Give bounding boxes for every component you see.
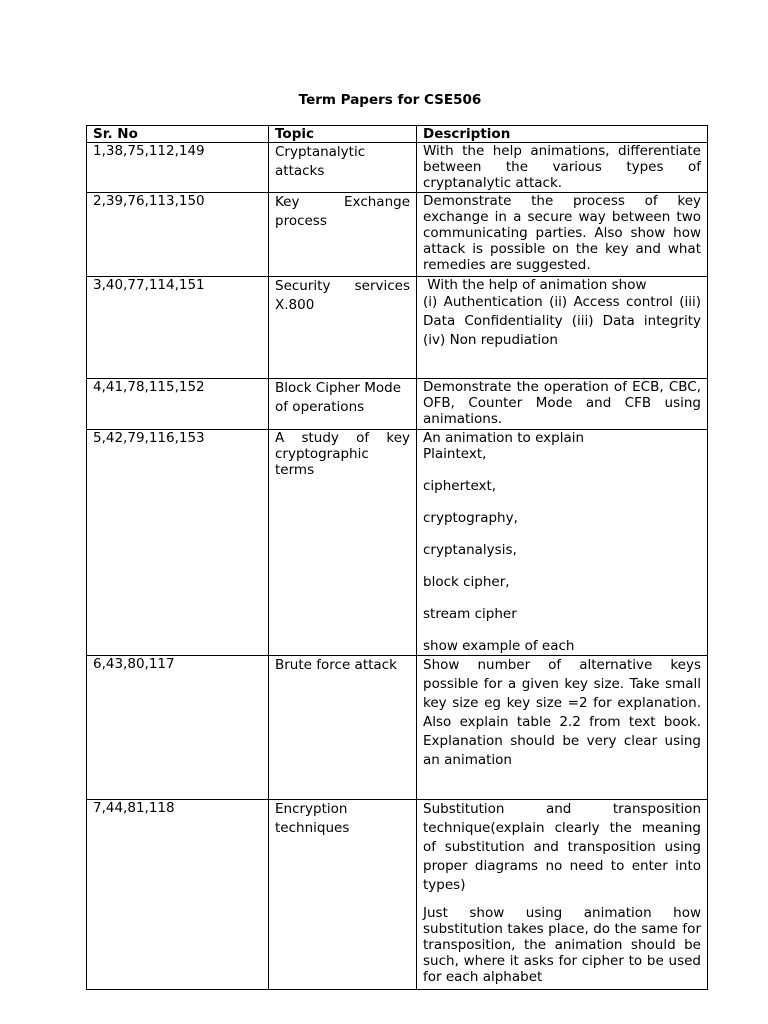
- description-text: With the help animations, differentiate between the various types of cryptanalytic attack.: [423, 143, 701, 191]
- description-text: Demonstrate the process of key exchange in a secure way between two communicating parties. Also show how attack is possible on the key and what remedies are suggested.: [423, 193, 701, 273]
- table-row: [87, 379, 708, 430]
- cell-topic: A study of key cryptographic terms: [269, 430, 417, 656]
- cell-topic: Key Exchange process: [269, 193, 417, 277]
- description-text: block cipher,: [423, 574, 510, 590]
- description-text: Substitution and transposition technique(explain clearly the meaning of substitution and transposition using proper diagrams no need to enter into types): [423, 801, 701, 893]
- description-text: With the help of animation show: [423, 277, 647, 293]
- cell-sr-no: 2,39,76,113,150: [87, 193, 269, 277]
- cell-topic: Cryptanalytic attacks: [269, 143, 417, 193]
- cell-description: [417, 379, 708, 430]
- cell-description: [417, 430, 708, 656]
- description-text: cryptography,: [423, 510, 518, 526]
- header-topic: Topic: [269, 126, 417, 143]
- cell-topic: Block Cipher Mode of operations: [269, 379, 417, 430]
- table-row: [87, 656, 708, 800]
- table-row: [87, 193, 708, 277]
- table-header-row: [87, 126, 708, 143]
- header-sr-no: Sr. No: [87, 126, 269, 143]
- description-text: An animation to explain: [423, 430, 585, 446]
- cell-sr-no: 3,40,77,114,151: [87, 277, 269, 379]
- cell-description: [417, 193, 708, 277]
- term-papers-table: [86, 125, 708, 990]
- description-text: Show number of alternative keys possible for a given key size. Take small key size eg key size =2 for explanation. Also explain table 2.2 from text book. Explanation should be very clear using an animation: [423, 657, 701, 768]
- cell-topic: Brute force attack: [269, 656, 417, 800]
- description-text: ciphertext,: [423, 478, 497, 494]
- cell-sr-no: 7,44,81,118: [87, 800, 269, 990]
- cell-description: [417, 656, 708, 800]
- description-text: Demonstrate the operation of ECB, CBC, OFB, Counter Mode and CFB using animations.: [423, 379, 701, 427]
- table-row: [87, 430, 708, 656]
- description-text: stream cipher: [423, 606, 517, 622]
- description-text: Plaintext,: [423, 446, 487, 462]
- header-description: Description: [417, 126, 708, 143]
- page-title: Term Papers for CSE506: [298, 92, 482, 108]
- cell-sr-no: 6,43,80,117: [87, 656, 269, 800]
- cell-sr-no: 5,42,79,116,153: [87, 430, 269, 656]
- cell-description: [417, 143, 708, 193]
- table-row: [87, 143, 708, 193]
- cell-topic: Security services X.800: [269, 277, 417, 379]
- cell-sr-no: 1,38,75,112,149: [87, 143, 269, 193]
- cell-description: [417, 277, 708, 379]
- description-text: (i) Authentication (ii) Access control (iii) Data Confidentiality (iii) Data integrity (iv) Non repudiation: [423, 294, 701, 348]
- cell-description: [417, 800, 708, 990]
- cell-sr-no: 4,41,78,115,152: [87, 379, 269, 430]
- table-row: [87, 800, 708, 990]
- table-row: [87, 277, 708, 379]
- description-text: show example of each: [423, 638, 575, 654]
- description-text: Just show using animation how substitution takes place, do the same for transposition, the animation should be such, where it asks for cipher to be used for each alphabet: [423, 905, 701, 985]
- description-text: cryptanalysis,: [423, 542, 517, 558]
- cell-topic: Encryption techniques: [269, 800, 417, 990]
